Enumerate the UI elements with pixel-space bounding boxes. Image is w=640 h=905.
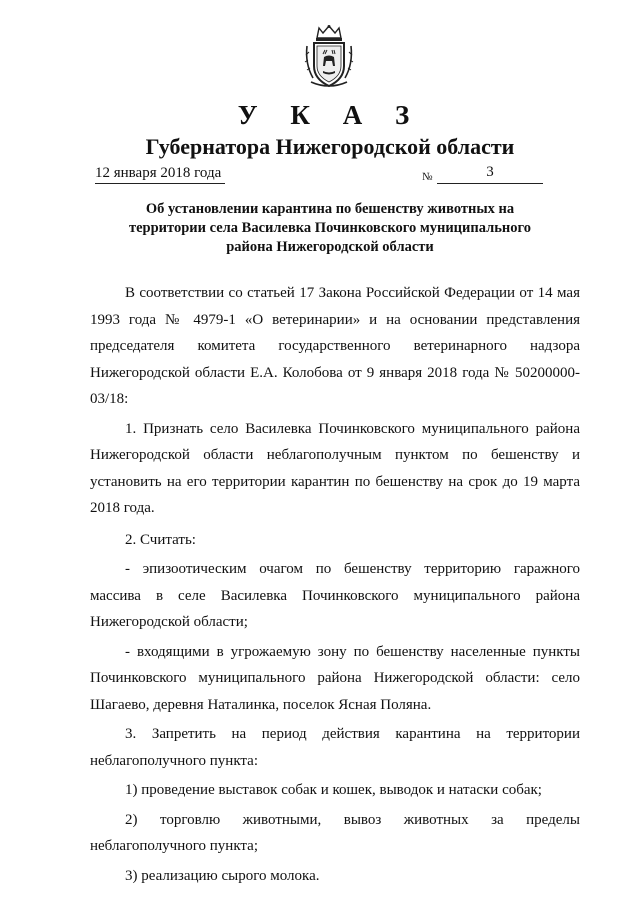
body-paragraph: 3. Запретить на период действия карантина на территории неблагополучного пункта:: [90, 726, 580, 769]
coat-of-arms-icon: [303, 24, 355, 90]
body-paragraph: В соответствии со статьей 17 Закона Российской Федерации от 14 мая 1993 года № 4979-1 «О ветеринарии» и на основании представления председателя комитета государственного ветеринарного надзора Нижегородской области Е.А. Колобова от 9 января 2018 года № 50200000-03/18:: [90, 285, 580, 407]
body-paragraph: - входящими в угрожаемую зону по бешенству населенные пункты Починковского муниципального района Нижегородской области: село Шагаево, деревня Наталинка, поселок Ясная Поляна.: [90, 643, 580, 713]
body-paragraph: 1. Признать село Василевка Починковского муниципального района Нижегородской области неблагополучным пунктом по бешенству и установить на его территории карантин по бешенству на срок до 19 марта 2018 года.: [90, 420, 580, 516]
number-label: №: [422, 171, 433, 183]
subject-line: территории села Василевка Починковского муниципального: [128, 220, 531, 236]
subject-line: Об установлении карантина по бешенству животных на: [145, 201, 515, 217]
body-paragraph: 2) торговлю животными, вывоз животных за пределы неблагополучного пункта;: [90, 811, 580, 854]
decree-body: [90, 280, 580, 889]
document-type-title: У К А З: [237, 100, 423, 130]
body-paragraph: 1) проведение выставок собак и кошек, выводок и натаски собак;: [125, 782, 542, 798]
body-paragraph: - эпизоотическим очагом по бешенству территорию гаражного массива в селе Василевка Починковского муниципального района Нижегородской области;: [90, 561, 580, 630]
decree-number: 3: [437, 164, 543, 184]
body-paragraph: 2. Считать:: [125, 531, 196, 548]
decree-date: 12 января 2018 года: [95, 165, 225, 184]
body-paragraph: 3) реализацию сырого молока.: [125, 867, 320, 884]
issuer-title: Губернатора Нижегородской области: [145, 134, 515, 159]
subject-line: района Нижегородской области: [226, 239, 434, 255]
decree-subject: [100, 200, 560, 257]
